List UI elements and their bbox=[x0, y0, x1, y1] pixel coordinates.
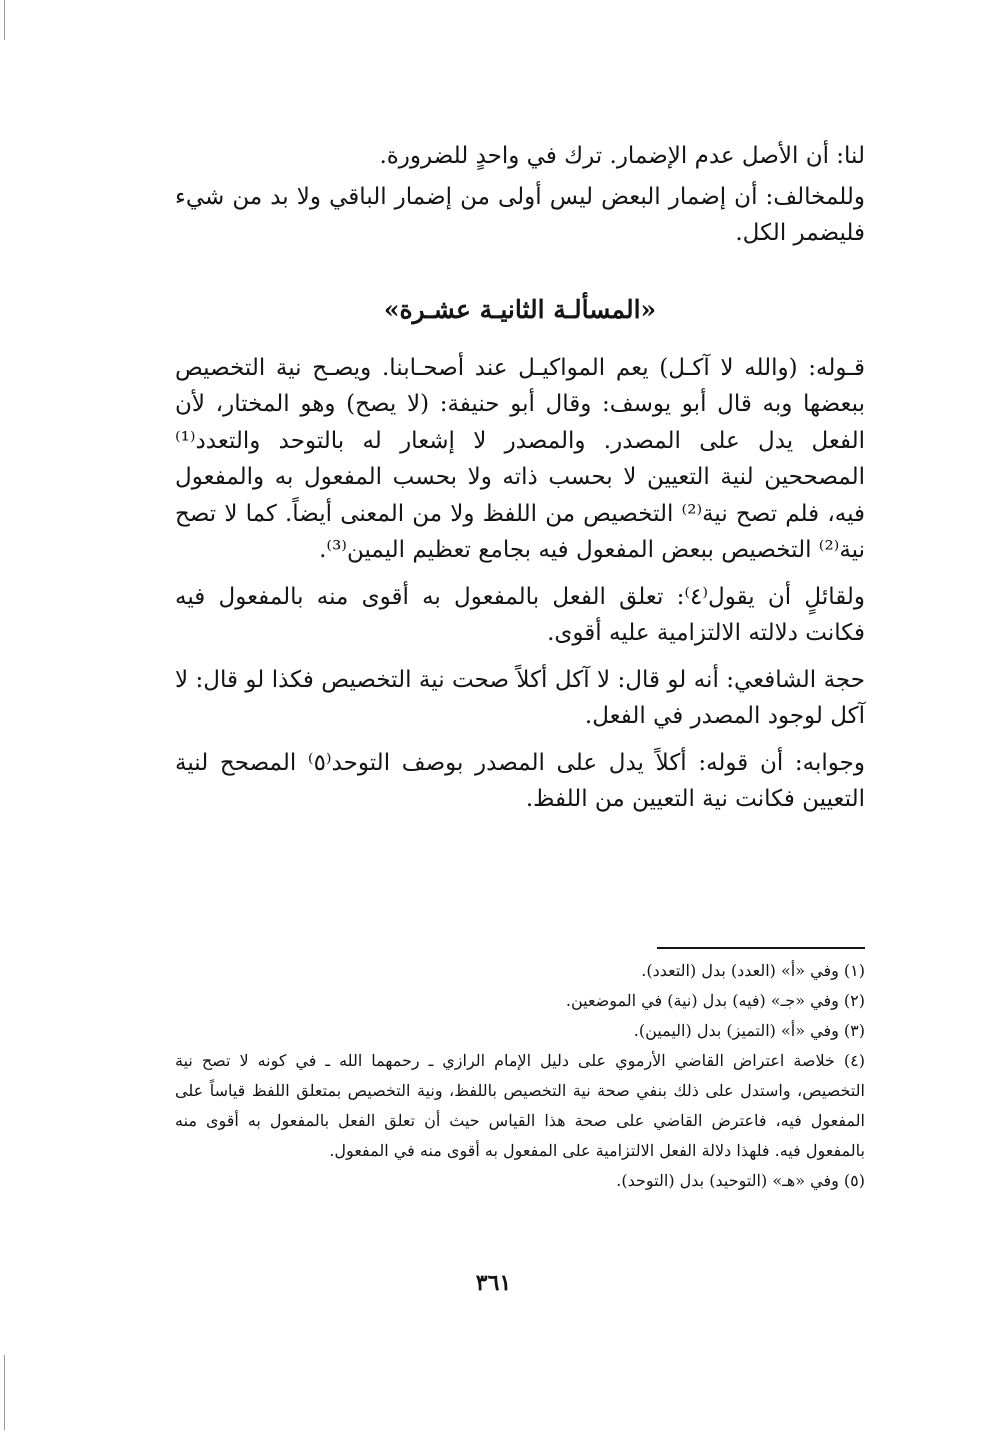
scan-edge-bottom bbox=[4, 1355, 5, 1430]
footnote-5: (٥) وفي «هـ» (التوحيد) بدل (التوحد). bbox=[616, 1171, 865, 1190]
footnote-4: (٤) خلاصة اعتراض القاضي الأرموي على دليل الإمام الرازي ـ رحمهما الله ـ في كونه لا تصح نية التخصيص، واستدل على ذلك بنفي صحة نية التخصيص باللفظ، ونية التخصيص بمتعلق اللفظ قياساً على المفعول فيه، فاعترض القاضي على صحة هذا القياس حيث أن تعلق الفعل بالمفعول به أقوى منه بالمفعول فيه. فلهذا دلالة الفعل الالتزامية على المفعول به أقوى منه في المفعول. bbox=[175, 1051, 865, 1160]
paragraph-2: وللمخالف: أن إضمار البعض ليس أولى من إضمار الباقي ولا بد من شيء فليضمر الكل. bbox=[175, 183, 865, 246]
paragraph-1: لنا: أن الأصل عدم الإضمار. ترك في واحدٍ للضرورة. bbox=[379, 143, 865, 169]
paragraph-5: حجة الشافعي: أنه لو قال: لا آكل أكلاً صحت نية التخصيص فكذا لو قال: لا آكل لوجود المصدر في الفعل. bbox=[175, 666, 865, 729]
footnote-separator bbox=[657, 947, 865, 949]
footnote-1: (١) وفي «أ» (العدد) بدل (التعدد). bbox=[641, 961, 865, 980]
paragraph-4: ولقائلٍ أن يقول⁽٤⁾: تعلق الفعل بالمفعول به أقوى منه بالمفعول فيه فكانت دلالته الالتزامية عليه أقوى. bbox=[175, 583, 865, 646]
scan-edge-top bbox=[4, 0, 5, 40]
footnote-2: (٢) وفي «جـ» (فيه) بدل (نية) في الموضعين. bbox=[565, 991, 865, 1010]
footnote-3: (٣) وفي «أ» (التميز) بدل (اليمين). bbox=[633, 1021, 865, 1040]
paragraph-3: قـوله: (والله لا آكـل) يعم المواكيـل عند أصحـابنا. ويصـح نية التخصيص ببعضها وبه قال أبو يوسف: وقال أبو حنيفة: (لا يصح) وهو المختار، لأن الفعل يدل على المصدر. والمصدر لا إشعار له بالتوحد والتعدد⁽¹⁾ المصححين لنية التعيين لا بحسب ذاته ولا بحسب المفعول به والمفعول فيه، فلم تصح نية⁽²⁾ التخصيص من اللفظ ولا من المعنى أيضاً. كما لا تصح نية⁽²⁾ التخصيص ببعض المفعول فيه بجامع تعظيم اليمين⁽³⁾. bbox=[175, 354, 866, 563]
section-heading: «المسألـة الثانيـة عشـرة» bbox=[383, 294, 657, 324]
paragraph-6: وجوابه: أن قوله: أكلاً يدل على المصدر بوصف التوحد⁽٥⁾ المصحح لنية التعيين فكانت نية التعيين من اللفظ. bbox=[175, 749, 866, 812]
footnotes bbox=[175, 956, 865, 1196]
page-number: ٣٦١ bbox=[475, 1270, 512, 1296]
page-body bbox=[175, 138, 865, 818]
